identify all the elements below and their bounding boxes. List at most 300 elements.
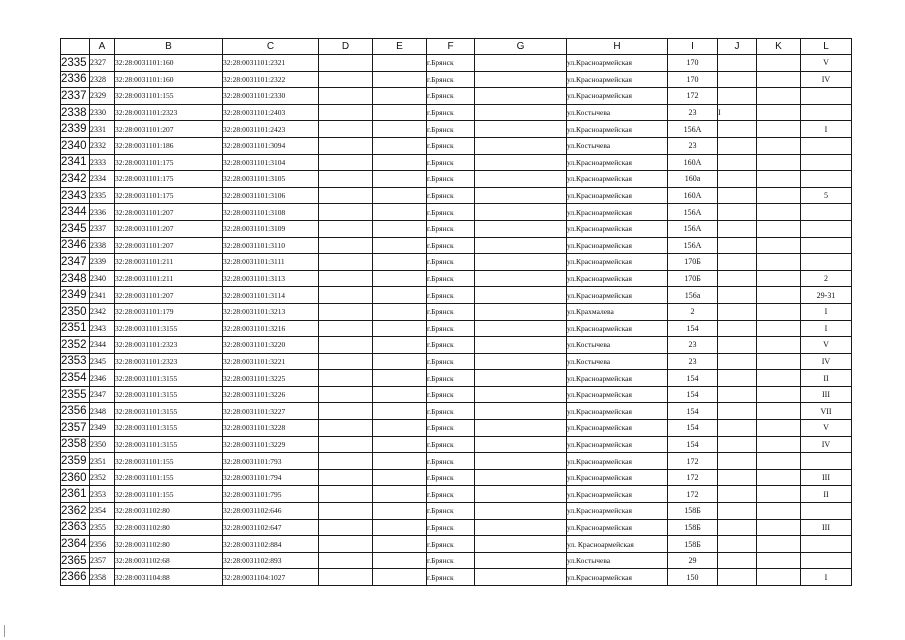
cell-f[interactable]: г.Брянск — [427, 187, 475, 204]
cell-g[interactable] — [475, 287, 567, 304]
column-header-k[interactable]: K — [757, 39, 801, 55]
column-header-c[interactable]: C — [223, 39, 319, 55]
cell-a[interactable]: 2353 — [90, 486, 115, 503]
column-header-j[interactable]: J — [718, 39, 757, 55]
cell-f[interactable]: г.Брянск — [427, 204, 475, 221]
cell-h[interactable]: ул.Красноармейская — [567, 403, 668, 420]
cell-h[interactable]: ул.Красноармейская — [567, 519, 668, 536]
cell-c[interactable]: 32:28:0031101:3229 — [223, 436, 319, 453]
cell-i[interactable]: 154 — [668, 420, 718, 437]
cell-k[interactable] — [757, 104, 801, 121]
cell-e[interactable] — [373, 353, 427, 370]
cell-e[interactable] — [373, 303, 427, 320]
cell-k[interactable] — [757, 337, 801, 354]
cell-b[interactable]: 32:28:0031101:207 — [115, 287, 223, 304]
cell-e[interactable] — [373, 154, 427, 171]
cell-i[interactable]: 23 — [668, 104, 718, 121]
cell-k[interactable] — [757, 370, 801, 387]
cell-d[interactable] — [319, 154, 373, 171]
cell-l[interactable] — [801, 453, 852, 470]
cell-c[interactable]: 32:28:0031101:795 — [223, 486, 319, 503]
cell-f[interactable]: г.Брянск — [427, 519, 475, 536]
cell-l[interactable]: I — [801, 320, 852, 337]
cell-i[interactable]: 160А — [668, 187, 718, 204]
cell-g[interactable] — [475, 403, 567, 420]
cell-j[interactable] — [718, 353, 757, 370]
cell-f[interactable]: г.Брянск — [427, 552, 475, 569]
cell-h[interactable]: ул.Красноармейская — [567, 187, 668, 204]
cell-j[interactable] — [718, 270, 757, 287]
cell-i[interactable]: 158Б — [668, 536, 718, 553]
cell-b[interactable]: 32:28:0031101:2323 — [115, 353, 223, 370]
cell-g[interactable] — [475, 320, 567, 337]
cell-g[interactable] — [475, 469, 567, 486]
cell-j[interactable] — [718, 453, 757, 470]
cell-j[interactable] — [718, 55, 757, 72]
cell-g[interactable] — [475, 337, 567, 354]
cell-k[interactable] — [757, 154, 801, 171]
row-number-cell[interactable] — [61, 171, 90, 188]
cell-i[interactable]: 29 — [668, 552, 718, 569]
cell-l[interactable]: IV — [801, 71, 852, 88]
cell-l[interactable]: I — [801, 121, 852, 138]
cell-b[interactable]: 32:28:0031101:207 — [115, 204, 223, 221]
cell-i[interactable]: 150 — [668, 569, 718, 586]
cell-c[interactable]: 32:28:0031101:3106 — [223, 187, 319, 204]
row-number-cell[interactable] — [61, 353, 90, 370]
cell-k[interactable] — [757, 220, 801, 237]
cell-k[interactable] — [757, 187, 801, 204]
cell-b[interactable]: 32:28:0031101:207 — [115, 121, 223, 138]
cell-l[interactable]: IV — [801, 436, 852, 453]
cell-l[interactable]: I — [801, 303, 852, 320]
cell-d[interactable] — [319, 55, 373, 72]
cell-j[interactable] — [718, 403, 757, 420]
cell-a[interactable]: 2348 — [90, 403, 115, 420]
cell-i[interactable]: 156А — [668, 220, 718, 237]
cell-k[interactable] — [757, 171, 801, 188]
cell-l[interactable]: I — [801, 569, 852, 586]
cell-b[interactable]: 32:28:0031101:160 — [115, 71, 223, 88]
row-number-cell[interactable] — [61, 204, 90, 221]
cell-k[interactable] — [757, 403, 801, 420]
cell-d[interactable] — [319, 171, 373, 188]
cell-a[interactable]: 2354 — [90, 503, 115, 520]
cell-l[interactable] — [801, 104, 852, 121]
cell-f[interactable]: г.Брянск — [427, 453, 475, 470]
cell-i[interactable]: 172 — [668, 88, 718, 105]
row-number-cell[interactable] — [61, 503, 90, 520]
cell-d[interactable] — [319, 220, 373, 237]
cell-l[interactable]: V — [801, 420, 852, 437]
cell-e[interactable] — [373, 503, 427, 520]
cell-l[interactable]: III — [801, 469, 852, 486]
cell-b[interactable]: 32:28:0031102:80 — [115, 519, 223, 536]
cell-a[interactable]: 2349 — [90, 420, 115, 437]
cell-i[interactable]: 23 — [668, 337, 718, 354]
cell-d[interactable] — [319, 519, 373, 536]
row-number-cell[interactable] — [61, 237, 90, 254]
cell-g[interactable] — [475, 220, 567, 237]
cell-k[interactable] — [757, 88, 801, 105]
cell-g[interactable] — [475, 104, 567, 121]
cell-h[interactable]: ул.Красноармейская — [567, 370, 668, 387]
cell-a[interactable]: 2335 — [90, 187, 115, 204]
cell-h[interactable]: ул.Красноармейская — [567, 486, 668, 503]
cell-h[interactable]: ул.Красноармейская — [567, 154, 668, 171]
cell-e[interactable] — [373, 220, 427, 237]
row-number-cell[interactable] — [61, 303, 90, 320]
cell-e[interactable] — [373, 453, 427, 470]
cell-a[interactable]: 2331 — [90, 121, 115, 138]
cell-l[interactable] — [801, 552, 852, 569]
cell-i[interactable]: 170Б — [668, 254, 718, 271]
cell-b[interactable]: 32:28:0031104:88 — [115, 569, 223, 586]
cell-d[interactable] — [319, 121, 373, 138]
cell-i[interactable]: 156А — [668, 204, 718, 221]
cell-j[interactable] — [718, 187, 757, 204]
cell-c[interactable]: 32:28:0031101:3105 — [223, 171, 319, 188]
row-number-cell[interactable] — [61, 88, 90, 105]
column-header-d[interactable]: D — [319, 39, 373, 55]
column-header-corner[interactable] — [61, 39, 90, 55]
row-number-cell[interactable] — [61, 121, 90, 138]
cell-l[interactable]: 2 — [801, 270, 852, 287]
cell-a[interactable]: 2345 — [90, 353, 115, 370]
cell-i[interactable]: 156А — [668, 237, 718, 254]
cell-c[interactable]: 32:28:0031102:893 — [223, 552, 319, 569]
cell-f[interactable]: г.Брянск — [427, 55, 475, 72]
cell-c[interactable]: 32:28:0031104:1027 — [223, 569, 319, 586]
cell-a[interactable]: 2327 — [90, 55, 115, 72]
column-header-g[interactable]: G — [475, 39, 567, 55]
cell-h[interactable]: ул.Костычева — [567, 337, 668, 354]
cell-k[interactable] — [757, 287, 801, 304]
cell-f[interactable]: г.Брянск — [427, 353, 475, 370]
cell-a[interactable]: 2329 — [90, 88, 115, 105]
cell-l[interactable]: VII — [801, 403, 852, 420]
cell-b[interactable]: 32:28:0031101:3155 — [115, 370, 223, 387]
cell-i[interactable]: 170Б — [668, 270, 718, 287]
cell-k[interactable] — [757, 254, 801, 271]
cell-a[interactable]: 2346 — [90, 370, 115, 387]
column-header-f[interactable]: F — [427, 39, 475, 55]
cell-f[interactable]: г.Брянск — [427, 503, 475, 520]
cell-d[interactable] — [319, 254, 373, 271]
cell-c[interactable]: 32:28:0031101:794 — [223, 469, 319, 486]
cell-l[interactable] — [801, 171, 852, 188]
cell-d[interactable] — [319, 403, 373, 420]
cell-k[interactable] — [757, 71, 801, 88]
cell-e[interactable] — [373, 420, 427, 437]
cell-k[interactable] — [757, 569, 801, 586]
cell-a[interactable]: 2356 — [90, 536, 115, 553]
cell-a[interactable]: 2334 — [90, 171, 115, 188]
cell-h[interactable]: ул.Костычева — [567, 353, 668, 370]
cell-l[interactable] — [801, 137, 852, 154]
cell-k[interactable] — [757, 420, 801, 437]
cell-g[interactable] — [475, 552, 567, 569]
cell-b[interactable]: 32:28:0031101:211 — [115, 254, 223, 271]
row-number-cell[interactable] — [61, 137, 90, 154]
cell-k[interactable] — [757, 353, 801, 370]
row-number-cell[interactable] — [61, 287, 90, 304]
cell-j[interactable] — [718, 121, 757, 138]
cell-d[interactable] — [319, 187, 373, 204]
column-header-l[interactable]: L — [801, 39, 852, 55]
cell-e[interactable] — [373, 137, 427, 154]
cell-c[interactable]: 32:28:0031101:2330 — [223, 88, 319, 105]
cell-b[interactable]: 32:28:0031102:68 — [115, 552, 223, 569]
cell-b[interactable]: 32:28:0031101:175 — [115, 187, 223, 204]
cell-d[interactable] — [319, 536, 373, 553]
cell-f[interactable]: г.Брянск — [427, 320, 475, 337]
cell-c[interactable]: 32:28:0031101:3227 — [223, 403, 319, 420]
cell-f[interactable]: г.Брянск — [427, 254, 475, 271]
cell-k[interactable] — [757, 486, 801, 503]
cell-b[interactable]: 32:28:0031101:3155 — [115, 420, 223, 437]
cell-i[interactable]: 154 — [668, 386, 718, 403]
cell-d[interactable] — [319, 71, 373, 88]
cell-a[interactable]: 2358 — [90, 569, 115, 586]
cell-f[interactable]: г.Брянск — [427, 370, 475, 387]
cell-e[interactable] — [373, 337, 427, 354]
row-number-cell[interactable] — [61, 386, 90, 403]
cell-j[interactable] — [718, 320, 757, 337]
cell-h[interactable]: ул. Красноармейская — [567, 536, 668, 553]
cell-a[interactable]: 2332 — [90, 137, 115, 154]
cell-j[interactable] — [718, 254, 757, 271]
cell-l[interactable]: 5 — [801, 187, 852, 204]
cell-e[interactable] — [373, 403, 427, 420]
cell-j[interactable]: I — [718, 104, 757, 121]
cell-d[interactable] — [319, 88, 373, 105]
cell-k[interactable] — [757, 55, 801, 72]
cell-g[interactable] — [475, 254, 567, 271]
cell-l[interactable] — [801, 237, 852, 254]
cell-l[interactable]: 29-31 — [801, 287, 852, 304]
cell-j[interactable] — [718, 71, 757, 88]
cell-c[interactable]: 32:28:0031101:3220 — [223, 337, 319, 354]
cell-g[interactable] — [475, 71, 567, 88]
cell-k[interactable] — [757, 121, 801, 138]
cell-h[interactable]: ул.Красноармейская — [567, 254, 668, 271]
cell-h[interactable]: ул.Красноармейская — [567, 386, 668, 403]
cell-h[interactable]: ул.Красноармейская — [567, 55, 668, 72]
row-number-cell[interactable] — [61, 552, 90, 569]
cell-f[interactable]: г.Брянск — [427, 237, 475, 254]
row-number-cell[interactable] — [61, 403, 90, 420]
cell-f[interactable]: г.Брянск — [427, 104, 475, 121]
cell-h[interactable]: ул.Красноармейская — [567, 88, 668, 105]
row-number-cell[interactable] — [61, 220, 90, 237]
row-number-cell[interactable] — [61, 55, 90, 72]
cell-e[interactable] — [373, 436, 427, 453]
cell-h[interactable]: ул.Костычева — [567, 104, 668, 121]
cell-b[interactable]: 32:28:0031101:179 — [115, 303, 223, 320]
cell-f[interactable]: г.Брянск — [427, 270, 475, 287]
cell-f[interactable]: г.Брянск — [427, 469, 475, 486]
cell-e[interactable] — [373, 386, 427, 403]
cell-g[interactable] — [475, 303, 567, 320]
cell-d[interactable] — [319, 204, 373, 221]
cell-k[interactable] — [757, 386, 801, 403]
cell-b[interactable]: 32:28:0031101:207 — [115, 220, 223, 237]
cell-j[interactable] — [718, 503, 757, 520]
row-number-cell[interactable] — [61, 486, 90, 503]
cell-f[interactable]: г.Брянск — [427, 88, 475, 105]
cell-e[interactable] — [373, 552, 427, 569]
cell-h[interactable]: ул.Красноармейская — [567, 204, 668, 221]
cell-b[interactable]: 32:28:0031102:80 — [115, 536, 223, 553]
cell-e[interactable] — [373, 486, 427, 503]
cell-j[interactable] — [718, 287, 757, 304]
cell-f[interactable]: г.Брянск — [427, 287, 475, 304]
cell-h[interactable]: ул.Крахмалева — [567, 303, 668, 320]
row-number-cell[interactable] — [61, 254, 90, 271]
cell-i[interactable]: 160А — [668, 154, 718, 171]
row-number-cell[interactable] — [61, 569, 90, 586]
cell-k[interactable] — [757, 320, 801, 337]
cell-d[interactable] — [319, 287, 373, 304]
row-number-cell[interactable] — [61, 453, 90, 470]
cell-d[interactable] — [319, 453, 373, 470]
cell-g[interactable] — [475, 569, 567, 586]
cell-l[interactable] — [801, 220, 852, 237]
row-number-cell[interactable] — [61, 436, 90, 453]
cell-g[interactable] — [475, 137, 567, 154]
cell-e[interactable] — [373, 370, 427, 387]
cell-d[interactable] — [319, 137, 373, 154]
cell-d[interactable] — [319, 386, 373, 403]
cell-a[interactable]: 2336 — [90, 204, 115, 221]
cell-d[interactable] — [319, 337, 373, 354]
cell-i[interactable]: 170 — [668, 71, 718, 88]
cell-c[interactable]: 32:28:0031101:3225 — [223, 370, 319, 387]
cell-f[interactable]: г.Брянск — [427, 121, 475, 138]
cell-f[interactable]: г.Брянск — [427, 569, 475, 586]
cell-f[interactable]: г.Брянск — [427, 337, 475, 354]
cell-j[interactable] — [718, 569, 757, 586]
cell-j[interactable] — [718, 469, 757, 486]
cell-g[interactable] — [475, 154, 567, 171]
cell-d[interactable] — [319, 320, 373, 337]
column-header-h[interactable]: H — [567, 39, 668, 55]
cell-l[interactable]: III — [801, 519, 852, 536]
cell-c[interactable]: 32:28:0031101:3114 — [223, 287, 319, 304]
cell-d[interactable] — [319, 469, 373, 486]
cell-a[interactable]: 2340 — [90, 270, 115, 287]
cell-j[interactable] — [718, 137, 757, 154]
cell-k[interactable] — [757, 436, 801, 453]
row-number-cell[interactable] — [61, 420, 90, 437]
cell-c[interactable]: 32:28:0031101:3110 — [223, 237, 319, 254]
cell-d[interactable] — [319, 436, 373, 453]
cell-f[interactable]: г.Брянск — [427, 436, 475, 453]
column-header-i[interactable]: I — [668, 39, 718, 55]
cell-l[interactable] — [801, 88, 852, 105]
cell-l[interactable]: V — [801, 55, 852, 72]
cell-j[interactable] — [718, 420, 757, 437]
cell-c[interactable]: 32:28:0031101:793 — [223, 453, 319, 470]
cell-i[interactable]: 154 — [668, 403, 718, 420]
cell-c[interactable]: 32:28:0031101:3228 — [223, 420, 319, 437]
cell-b[interactable]: 32:28:0031101:211 — [115, 270, 223, 287]
cell-b[interactable]: 32:28:0031102:80 — [115, 503, 223, 520]
cell-j[interactable] — [718, 337, 757, 354]
cell-j[interactable] — [718, 171, 757, 188]
cell-b[interactable]: 32:28:0031101:3155 — [115, 403, 223, 420]
cell-h[interactable]: ул.Красноармейская — [567, 270, 668, 287]
cell-f[interactable]: г.Брянск — [427, 137, 475, 154]
cell-e[interactable] — [373, 121, 427, 138]
cell-j[interactable] — [718, 370, 757, 387]
row-number-cell[interactable] — [61, 154, 90, 171]
cell-e[interactable] — [373, 55, 427, 72]
cell-b[interactable]: 32:28:0031101:2323 — [115, 337, 223, 354]
cell-g[interactable] — [475, 88, 567, 105]
cell-c[interactable]: 32:28:0031101:2322 — [223, 71, 319, 88]
cell-j[interactable] — [718, 154, 757, 171]
cell-c[interactable]: 32:28:0031101:3104 — [223, 154, 319, 171]
cell-f[interactable]: г.Брянск — [427, 171, 475, 188]
row-number-cell[interactable] — [61, 104, 90, 121]
cell-g[interactable] — [475, 121, 567, 138]
cell-i[interactable]: 23 — [668, 137, 718, 154]
cell-d[interactable] — [319, 237, 373, 254]
cell-c[interactable]: 32:28:0031102:884 — [223, 536, 319, 553]
column-header-b[interactable]: B — [115, 39, 223, 55]
cell-d[interactable] — [319, 503, 373, 520]
cell-b[interactable]: 32:28:0031101:160 — [115, 55, 223, 72]
cell-i[interactable]: 23 — [668, 353, 718, 370]
cell-e[interactable] — [373, 104, 427, 121]
row-number-cell[interactable] — [61, 187, 90, 204]
cell-j[interactable] — [718, 237, 757, 254]
cell-g[interactable] — [475, 536, 567, 553]
cell-h[interactable]: ул.Красноармейская — [567, 287, 668, 304]
cell-k[interactable] — [757, 303, 801, 320]
cell-h[interactable]: ул.Красноармейская — [567, 171, 668, 188]
cell-d[interactable] — [319, 370, 373, 387]
cell-b[interactable]: 32:28:0031101:2323 — [115, 104, 223, 121]
cell-f[interactable]: г.Брянск — [427, 536, 475, 553]
row-number-cell[interactable] — [61, 536, 90, 553]
cell-k[interactable] — [757, 503, 801, 520]
cell-d[interactable] — [319, 420, 373, 437]
cell-c[interactable]: 32:28:0031101:3226 — [223, 386, 319, 403]
cell-i[interactable]: 172 — [668, 486, 718, 503]
cell-l[interactable] — [801, 254, 852, 271]
cell-h[interactable]: ул.Костычева — [567, 552, 668, 569]
cell-b[interactable]: 32:28:0031101:175 — [115, 171, 223, 188]
cell-b[interactable]: 32:28:0031101:155 — [115, 486, 223, 503]
cell-g[interactable] — [475, 187, 567, 204]
cell-i[interactable]: 154 — [668, 436, 718, 453]
cell-l[interactable]: IV — [801, 353, 852, 370]
cell-b[interactable]: 32:28:0031101:175 — [115, 154, 223, 171]
cell-l[interactable]: II — [801, 370, 852, 387]
cell-c[interactable]: 32:28:0031101:3221 — [223, 353, 319, 370]
cell-h[interactable]: ул.Красноармейская — [567, 469, 668, 486]
cell-b[interactable]: 32:28:0031101:155 — [115, 453, 223, 470]
cell-l[interactable]: V — [801, 337, 852, 354]
cell-g[interactable] — [475, 55, 567, 72]
cell-f[interactable]: г.Брянск — [427, 71, 475, 88]
cell-c[interactable]: 32:28:0031101:3108 — [223, 204, 319, 221]
cell-e[interactable] — [373, 287, 427, 304]
cell-d[interactable] — [319, 303, 373, 320]
